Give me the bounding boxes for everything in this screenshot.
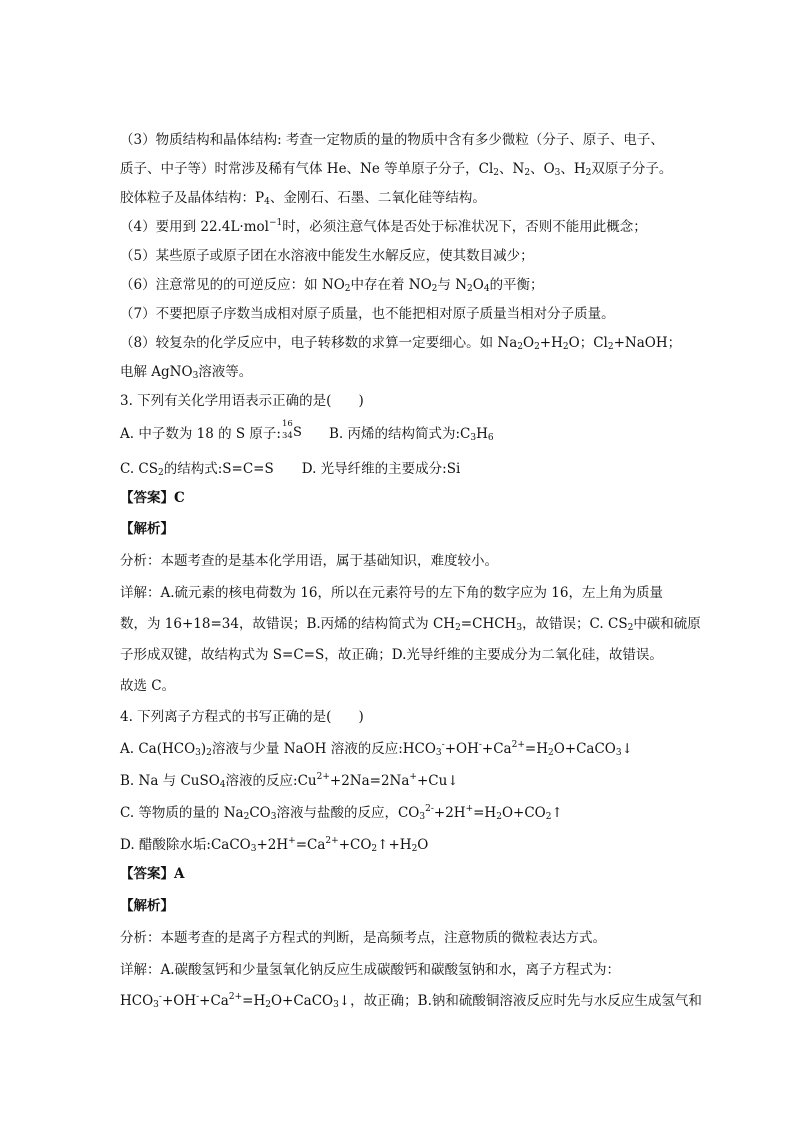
para-8-line-2: 电解 AgNO$_3$溶液等。 bbox=[120, 364, 253, 381]
para-3-line-2: 质子、中子等）时常涉及稀有气体 He、Ne 等单原子分子，$Cl_2$、$N_2$、$O_3$、$H_2$双原子分子。 bbox=[120, 161, 673, 178]
question-3-analysis-label: 【解析】 bbox=[120, 521, 174, 537]
question-4-detail-1: 详解：A.碳酸氢钙和少量氢氧化钠反应生成碳酸钙和碳酸氢钠和水，离子方程式为： bbox=[120, 962, 621, 978]
question-3-options-ab: A. 中子数为 18 的 S 原子: 16 34 S B. 丙烯的结构简式为$:C_3H_6$ bbox=[120, 419, 494, 443]
para-5: （5）某些原子或原子团在水溶液中能发生水解反应，使其数目减少； bbox=[120, 248, 534, 264]
question-4-option-c: C. 等物质的量的 $Na_2CO_3$溶液与盐酸的反应，$CO_3^{2-}+2H^+=H_2O+CO_2↑$ bbox=[120, 804, 563, 822]
question-3-stem: 3. 下列有关化学用语表示正确的是( ) bbox=[120, 393, 364, 409]
question-3-detail-2: 数，为 16+18=34，故错误；B.丙烯的结构简式为 $CH_2=CHCH_3$，故错误；C. $CS_2$中碳和硫原 bbox=[120, 616, 701, 633]
question-4-answer: 【答案】A bbox=[120, 866, 185, 882]
question-3-analysis: 分析：本题考查的是基本化学用语，属于基础知识，难度较小。 bbox=[120, 553, 498, 569]
question-4-stem: 4. 下列离子方程式的书写正确的是( ) bbox=[120, 709, 364, 725]
para-6: （6）注意常见的的可逆反应：如 $NO_2$中存在着 $NO_2$与 $N_2O_4$的平衡； bbox=[120, 277, 544, 294]
question-4-option-b: B. Na 与 CuSO$_4$溶液的反应$:Cu^{2+}+2Na=2Na^++Cu↓$ bbox=[120, 772, 459, 790]
question-3-answer: 【答案】C bbox=[120, 490, 185, 506]
para-3-line-3: 胶体粒子及晶体结构：$P_4$、金刚石、石墨、二氧化硅等结构。 bbox=[120, 190, 486, 207]
para-4: （4）要用到 22.4L·mol$^{-1}$时，必须注意气体是否处于标准状况下，否则不能用此概念； bbox=[120, 218, 647, 235]
question-4-detail-2: $HCO_3^-+OH^-+Ca^{2+}=H_2O+CaCO_3↓$，故正确；B.钠和硫酸铜溶液反应时先与水反应生成氢气和 bbox=[120, 992, 702, 1010]
question-4-option-d: D. 醋酸除水垢$:CaCO_3+2H^+=Ca^{2+}+CO_2↑+H_2O$ bbox=[120, 836, 429, 854]
question-3-detail-1: 详解：A.硫元素的核电荷数为 16，所以在元素符号的左下角的数字应为 16，左上角为质量 bbox=[120, 585, 663, 601]
question-3-options-cd: C. $CS_2$的结构式:S=C=S D. 光导纤维的主要成分:Si bbox=[120, 461, 461, 478]
nuclide-notation: 16 34 S bbox=[281, 419, 302, 441]
question-4-analysis-label: 【解析】 bbox=[120, 898, 174, 914]
question-4-option-a: A. $Ca(HCO_3)_2$溶液与少量 NaOH 溶液的反应$:HCO_3^-+OH^-+Ca^{2+}=H_2O+CaCO_3↓$ bbox=[120, 740, 633, 758]
question-3-detail-4: 故选 C。 bbox=[120, 678, 176, 694]
para-3-line-1: （3）物质结构和晶体结构: 考查一定物质的量的物质中含有多少微粒（分子、原子、电子、 bbox=[120, 132, 664, 148]
para-7: （7）不要把原子序数当成相对原子质量，也不能把相对原子质量当相对分子质量。 bbox=[120, 306, 615, 322]
question-3-detail-3: 子形成双键，故结构式为 S=C=S，故正确；D.光导纤维的主要成分为二氧化硅，故错误。 bbox=[120, 647, 663, 663]
question-4-analysis: 分析：本题考查的是离子方程式的判断，是高频考点，注意物质的微粒表达方式。 bbox=[120, 930, 606, 946]
para-8-line-1: （8）较复杂的化学反应中，电子转移数的求算一定要细心。如 $Na_2O_2+H_2O$；$Cl_2+NaOH$； bbox=[120, 335, 682, 352]
